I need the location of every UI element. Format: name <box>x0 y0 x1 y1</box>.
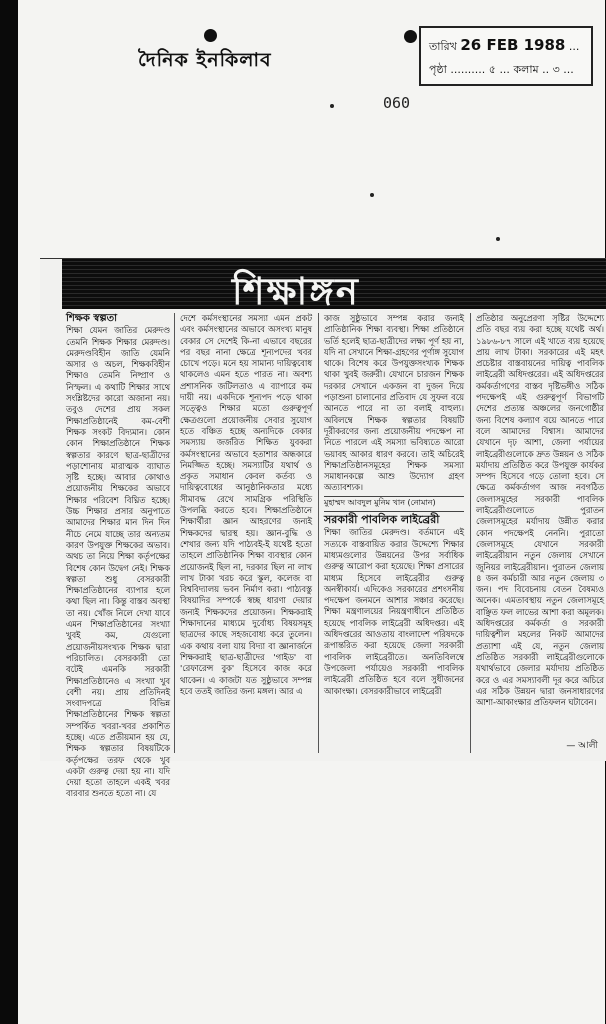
punch-hole-top-right <box>404 30 417 43</box>
article-column-3-text: কাজ সুষ্ঠুভাবে সম্পন্ন করার জন্যই প্রাতিষ্ঠানিক শিক্ষা ব্যবস্থা। শিক্ষা প্রতিষ্ঠানে ভর্তি হলেই ছাত্র-ছাত্রীদের লক্ষ্য পূর্ণ হয় না, যদি না সেখানে শিক্ষা-গ্রহণের পূর্ণাঙ্গ সুযোগ থাকে। বিশেষ করে উপযুক্তসংখ্যক শিক্ষক থাকা খুবই জরুরী। যেখানে চারজন শিক্ষক দরকার সেখানে একজন বা দুজন দিয়ে পড়াশুনা চালানোর প্রতিবাদ যে সুফল বয়ে আনতে পারে না তা বলাই বাহুল্য। অবিলম্বে শিক্ষক স্বল্পতার বিষয়টি দূরীকরণের জন্য প্রয়োজনীয় পদক্ষেপ না নিতে পারলে এই সমস্যা ভবিষ্যতে আরো ভয়াবহ আকার ধারণ করবে। তাই অচিরেই শিক্ষাপ্রতিষ্ঠানসমূহের শিক্ষক সমস্যা সমাধানকল্পে আশু উদ্যোগ গ্রহণ অত্যাবশ্যক। <box>324 313 464 493</box>
article-columns <box>62 313 606 799</box>
article-clipping <box>40 258 606 799</box>
archive-date-stamp <box>419 26 593 86</box>
stamp-page-row: পৃষ্ঠা .......... ৫ ... কলাম .. ৩ ... <box>429 63 574 76</box>
stamp-date-value: 26 FEB 1988 <box>460 36 566 54</box>
article-column-2 <box>180 313 312 753</box>
stamp-column-value: ৩ <box>552 63 560 76</box>
section-banner <box>62 259 606 313</box>
library-subheading: সরকারী পাবলিক লাইব্রেরী <box>324 511 464 525</box>
column-divider <box>174 313 175 753</box>
article-signoff: — আলী <box>566 741 598 751</box>
article-column-2-text: দেশে কর্মসংস্থানের সমস্যা এমন প্রকট এবং কর্মসংস্থানের অভাবে অসংখ্য মানুষ বেকার সে দেশেই কি-না এভাবে বছরের পর বছর নানা ক্ষেত্রে শূন্যপদের খবর চোখে পড়ে। মনে হয় সামান্য দায়িত্ববোধ থাকলেও এমন হতে পারত না। অবশ্য প্রশাসনিক জটিলতাও এ ব্যাপারে কম দায়ী নয়। একদিকে শূন্যপদ পড়ে থাকা সত্ত্বেও শিক্ষার মতো গুরুত্বপূর্ণ ক্ষেত্রগুলো প্রয়োজনীয় সেবার সুযোগ হতে বঞ্চিত হচ্ছে অন্যদিকে বেকার সমস্যায় জর্জরিত শিক্ষিত যুবকরা কর্মসংস্থানের অভাবে হতাশার অন্ধকারে নিমজ্জিত হচ্ছে। সমস্যাটির যথার্থ ও প্রকৃত সমাধান কেবল কর্তব্য ও দায়িত্ববোধের আনুষ্ঠানিকতার মধ্যে সীমাবদ্ধ রেখে সামগ্রিক পরিস্থিতি উপলব্ধি করতে হবে। শিক্ষাপ্রতিষ্ঠানে শিক্ষার্থীরা জ্ঞান আহরণের জন্যই শিক্ষকদের দ্বারস্থ হয়। জ্ঞান-বুদ্ধি ও শেখার জন্য যদি পাঠ্যবই-ই যথেষ্ট হতো তাহলে প্রাতিষ্ঠানিক শিক্ষা ব্যবস্থার কোন প্রয়োজনই ছিল না, দরকার ছিল না লাখ লাখ টাকা খরচ করে স্কুল, কলেজ বা বিশ্ববিদ্যালয় ভবন নির্মাণ করা। পাঠ্যবস্তু বিষয়াদির সম্পর্কে স্বচ্ছ ধারণা দেয়ার জন্যই শিক্ষকদের প্রয়োজন। শিক্ষকরাই শিক্ষাদানের মাধ্যমে দুর্বোধ্য বিষয়সমূহ ছাত্রদের কাছে সহজবোধ্য করে তুলেন। এক কথায় বলা যায় বিদ্যা বা জ্ঞানার্জনে শিক্ষকরাই ছাত্র-ছাত্রীদের 'গাইড' বা 'রেফারেন্স বুক' হিসেবে কাজ করে থাকেন। এ কাজটা যত সুষ্ঠুভাবে সম্পন্ন হবে ততই জাতির জন্য মঙ্গল। আর এ <box>180 313 312 696</box>
stamp-page-value: ৫ <box>488 63 496 76</box>
stamp-date-trail: ... <box>568 40 580 53</box>
newspaper-clipping-sheet <box>18 0 605 1024</box>
punch-hole-top <box>204 29 217 42</box>
stray-dot-3 <box>496 237 500 241</box>
article-column-3 <box>324 313 464 753</box>
article-column-4 <box>476 313 604 753</box>
article-column-1 <box>66 313 170 799</box>
stamp-date-label: তারিখ <box>429 40 457 53</box>
stamp-column-label: কলাম <box>513 63 539 76</box>
newspaper-masthead: দৈনিক ইনকিলাব <box>138 49 272 71</box>
stamp-date-row <box>429 36 579 57</box>
column-divider <box>470 313 471 753</box>
article-byline: মুহাম্মদ আবদুল মুনিম খান (নোমান) <box>324 496 464 508</box>
column-divider <box>318 313 319 753</box>
library-subtext: শিক্ষা জাতির মেরুদণ্ড। বর্তমানে এই সত্যকে বাস্তবায়িত করার উদ্দেশ্যে শিক্ষার মাধ্যমগুলোর উন্নয়নের উপর সর্বাধিক গুরুত্ব আরোপ করা হয়েছে। শিক্ষা প্রসারের মাধ্যম হিসেবে লাইব্রেরীর গুরুত্ব অনস্বীকার্য। এদিকেও সরকারের প্রশংসনীয় পদক্ষেপ জনমনে আশার সঞ্চার করেছে। শিক্ষা মন্ত্রণালয়ের নিয়ন্ত্রণাধীনে প্রতিষ্ঠিত হয়েছে পাবলিক লাইব্রেরী অধিদপ্তর। এই অধিদপ্তরের আওতায় বাংলাদেশ পরিষদকে রূপান্তরিত করা হয়েছে জেলা সরকারী পাবলিক লাইব্রেরীতে। অনতিবিলম্বে উপজেলা পর্যায়েও সরকারী পাবলিক লাইব্রেরী প্রতিষ্ঠিত হবে বলে সুধীজনের আকাংক্ষা। বেসরকারীভাবে লাইব্রেরী <box>324 527 464 696</box>
archive-page-number: 060 <box>383 94 411 112</box>
section-banner-title: শিক্ষাঙ্গন <box>232 269 360 313</box>
stray-dot <box>330 104 334 108</box>
article-column-4-text: প্রতিষ্ঠার অনুপ্রেরণা সৃষ্টির উদ্দেশ্যে প্রতি বছর ব্যয় করা হচ্ছে যথেষ্ট অর্থ। ১৯৮৬-৮৭ সালে এই খাতে ব্যয় হয়েছে প্রায় লাখ টাকা। সরকারের এই মহৎ প্রচেষ্টার বাস্তবায়নের দায়িত্ব পাবলিক লাইব্রেরী অধিদপ্তরের। এই অধিদপ্তরের কর্মকর্তাগণের বাস্তব দৃষ্টিভঙ্গীও সঠিক পদক্ষেপই এই গুরুত্বপূর্ণ বিভাগটি দেশের প্রত্যন্ত অঞ্চলের জনগোষ্ঠীর জন্য বিশেষ কল্যাণ বয়ে আনতে পারে বলে আমাদের বিশ্বাস। আমাদের যেখানে দৃঢ় আশা, জেলা পর্যায়ের লাইব্রেরীগুলোকে দ্রুত উন্নয়ন ও সঠিক মর্যাদায় প্রতিষ্ঠিত করে উপযুক্ত কার্যকর সম্পদ হিসেবে গড়ে তোলা হবে। সে ক্ষেত্রে কর্মকর্তাগণ আজ নবগঠিত জেলাসমূহের সরকারী পাবলিক লাইব্রেরীগুলোতে পুরাতন জেলাসমূহের মর্যাদায় উন্নীত করার কোন পদক্ষেপই নেননি। পুরাতো জেলাসমূহে যেখানে সরকারী লাইব্রেরীয়ান নতুন জেলায় সেখানে জুনিয়র লাইব্রেরীয়ান। পুরাতন জেলায় ৪ জন কর্মচারী আর নতুন জেলায় ৩ জন। পদ বিবেচনায় বেতন বৈষম্যও অনেক। এমতাবস্থায় নতুন জেলাসমূহে বাঞ্ছিত ফল লাভের আশা করা অমূলক। অধিদপ্তরের কর্মকর্তা ও সরকারী দায়িত্বশীল মহলের নিকট আমাদের প্রত্যাশা এই যে, নতুন জেলায় প্রতিষ্ঠিত সরকারী লাইব্রেরীগুলোকে যথার্থভাবে জেলার মর্যাদায় প্রতিষ্ঠিত করে ও এর সমস্যাবলী দূর করে অচিরে এর সঠিক উন্নয়ন দ্বারা জনসাধারণের আশা-আকাংক্ষার প্রতিফলন ঘটাবেন। <box>476 313 604 708</box>
stray-dot-2 <box>370 193 374 197</box>
stamp-page-label: পৃষ্ঠা <box>429 63 447 76</box>
article-heading: শিক্ষক স্বল্পতা <box>66 313 117 324</box>
article-column-1-text: শিক্ষা যেমন জাতির মেরুদণ্ড তেমনি শিক্ষক শিক্ষার মেরুদণ্ড। মেরুদণ্ডবিহীন জাতি যেমনি অসার ও অচল, শিক্ষকবিহীন শিক্ষাও তেমনি নিষ্প্রাণ ও নিস্ফল। এ কথাটি শিক্ষার সাথে সংশ্লিষ্টদের কারো অজানা নয়। তবুও দেশের প্রায় সকল শিক্ষাপ্রতিষ্ঠানেই কম-বেশী শিক্ষক সংকট বিদ্যমান। কোন কোন শিক্ষাপ্রতিষ্ঠানে শিক্ষক স্বল্পতার কারণে ছাত্র-ছাত্রীদের পড়াশোনায় মারাত্মক ব্যাঘাত সৃষ্টি হচ্ছে। আবার কোথাও প্রয়োজনীয় শিক্ষকের অভাবে শিক্ষার পরিবেশ বিঘ্নিত হচ্ছে। উচ্চ শিক্ষার প্রসার অনুপাতে আমাদের শিক্ষার মান দিন দিন নীচে নেমে যাচ্ছে তার অন্যতম কারণ উপযুক্ত শিক্ষকের অভাব। অথচ তা নিয়ে শিক্ষা কর্তৃপক্ষের বিশেষ কোন উদ্বেগ নেই। শিক্ষক স্বল্পতা শুধু বেসরকারী শিক্ষাপ্রতিষ্ঠানের ব্যাপার হলে কথা ছিল না। কিন্তু বাস্তব অবস্থা তা নয়। খোঁজ নিলে দেখা যাবে এমন শিক্ষাপ্রতিষ্ঠানের সংখ্যা খুবই কম, যেগুলো প্রয়োজনীয়সংখ্যক শিক্ষক দ্বারা পরিচালিত। বেসরকারী তো বটেই এমনকি সরকারী শিক্ষাপ্রতিষ্ঠানেও এ সংখ্যা খুব বেশী নয়। প্রায় প্রতিদিনই সংবাদপত্রে বিভিন্ন শিক্ষাপ্রতিষ্ঠানের শিক্ষক স্বল্পতা সম্পর্কিত খবরা-খবর প্রকাশিত হচ্ছে। এতে প্রতীয়মান হয় যে, শিক্ষক স্বল্পতার বিষয়টিকে কর্তৃপক্ষের তরফ থেকে খুব একটা গুরুত্ব দেয়া হয় না। যদি দেয়া হতো তাহলে একই খবর বারবার শুনতে হতো না। যে <box>66 325 170 799</box>
